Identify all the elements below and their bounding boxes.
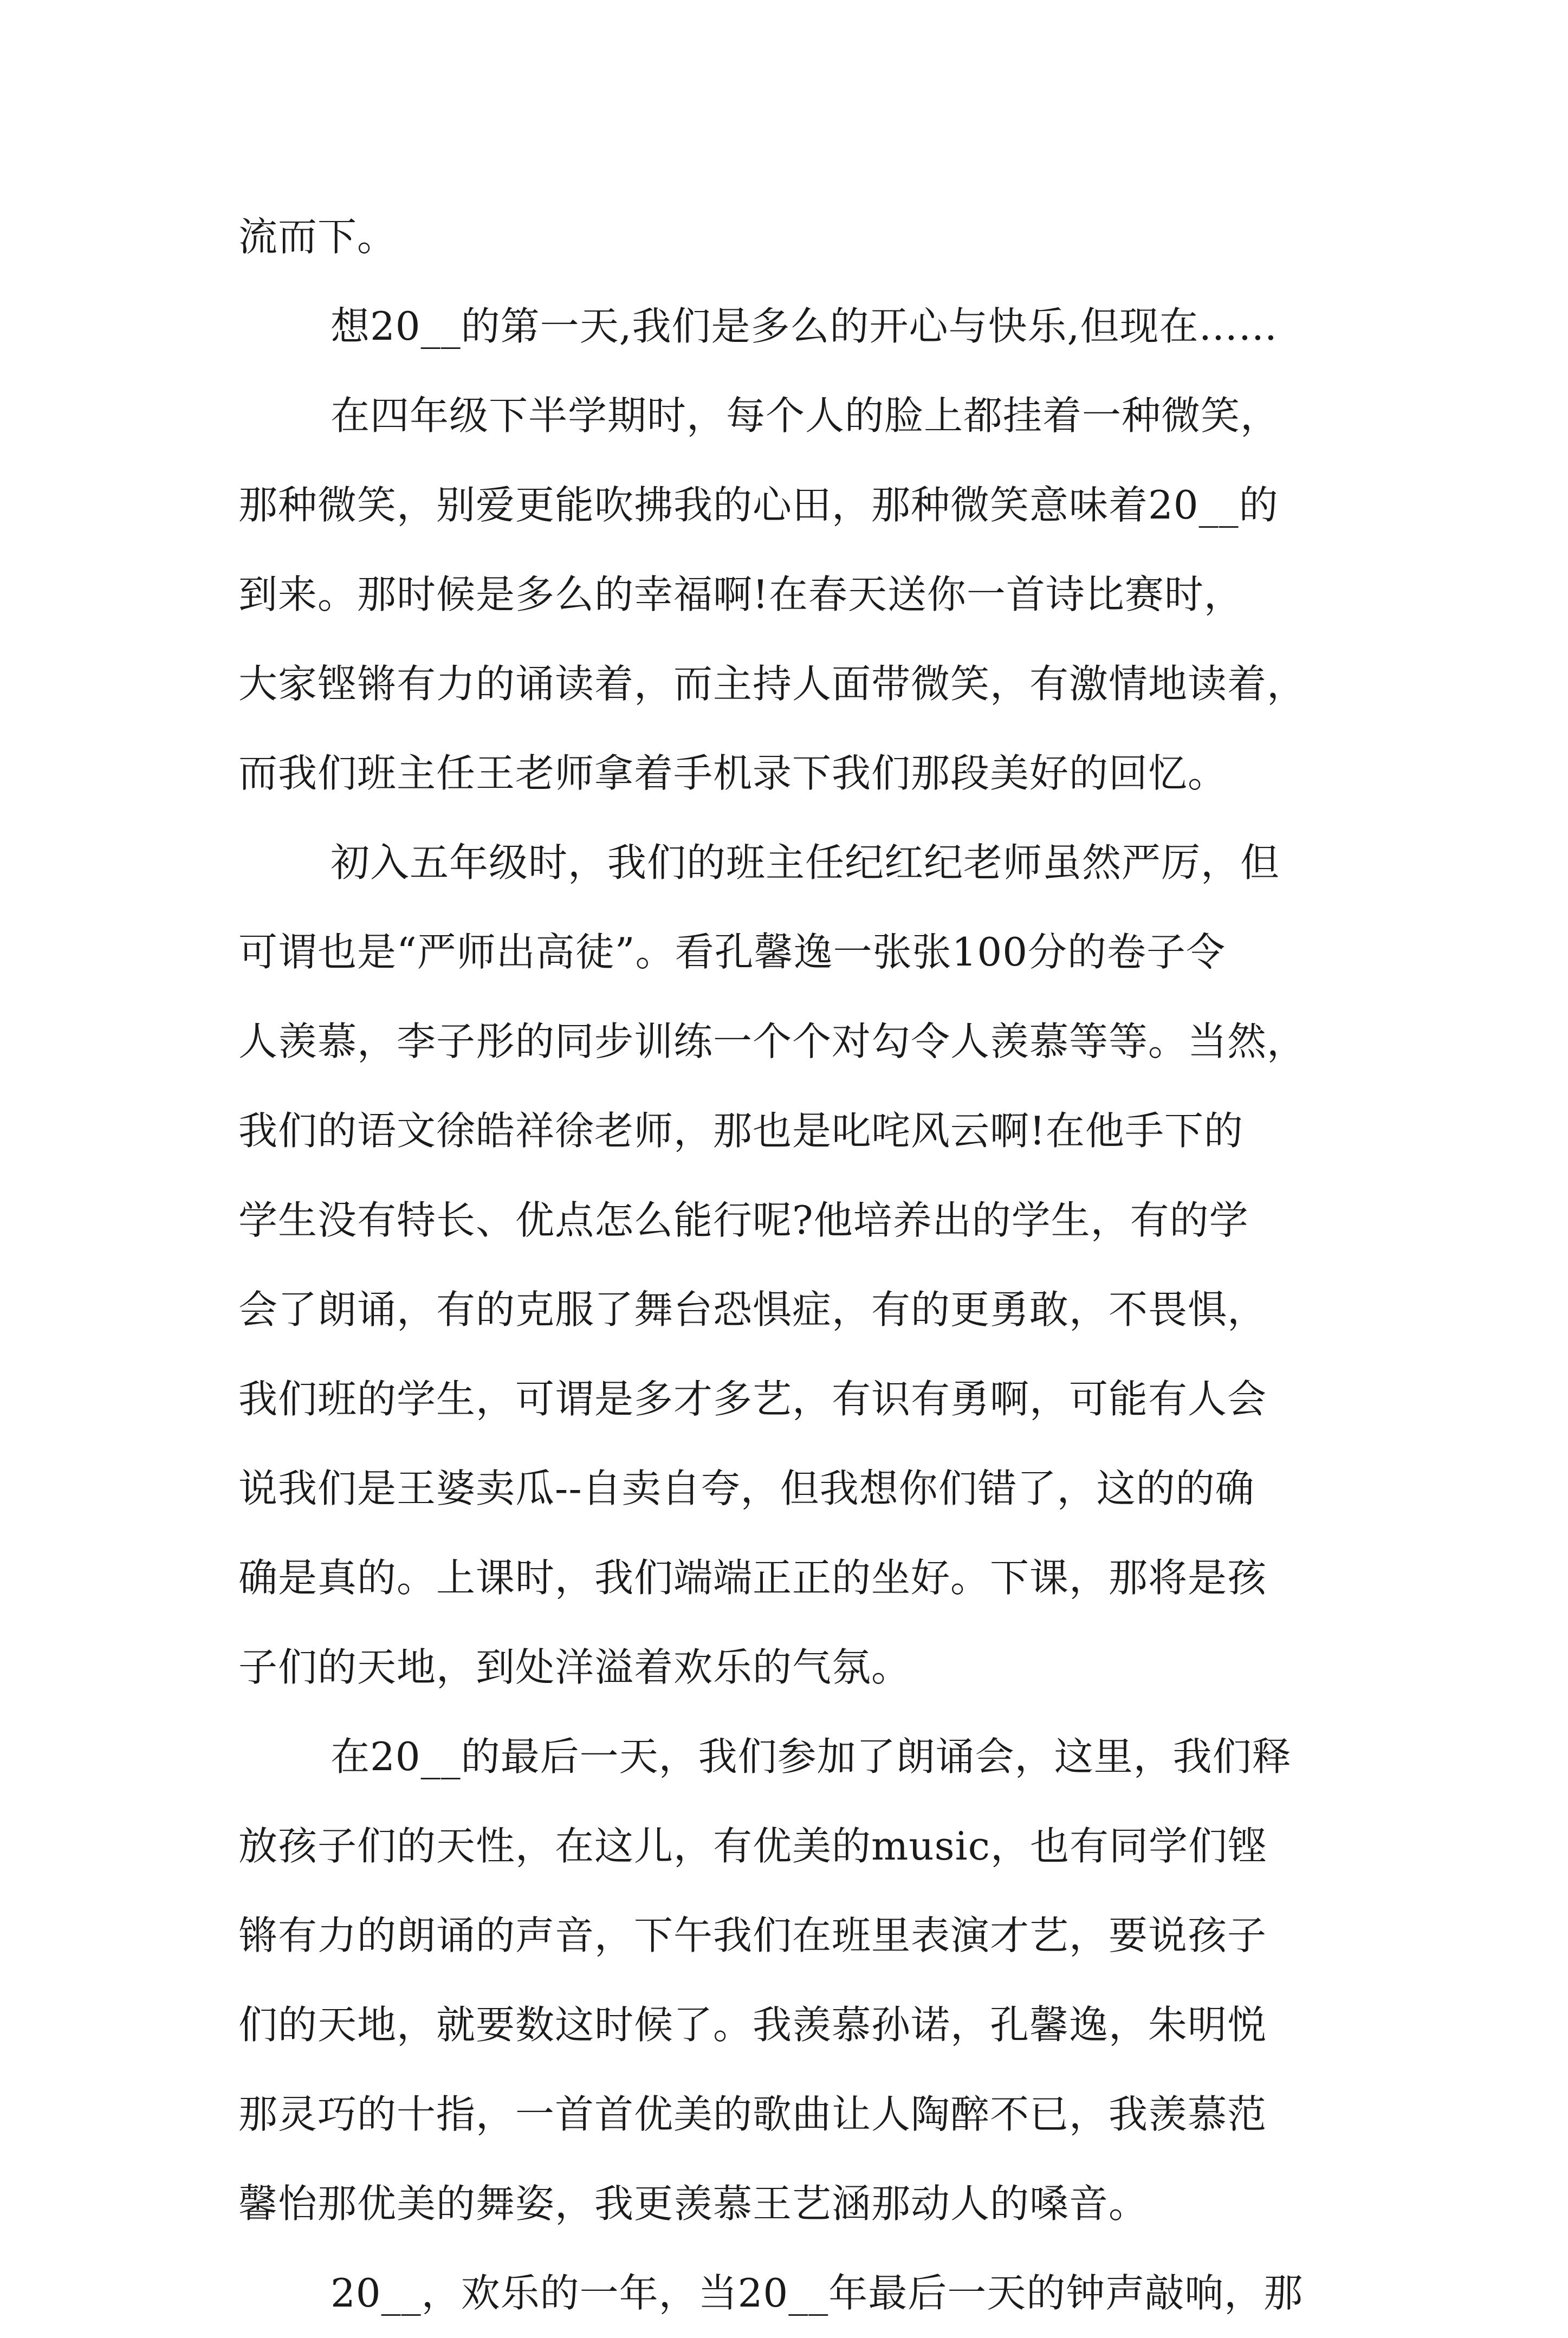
text-line: 20__，欢乐的一年，当20__年最后一天的钟声敲响，那 xyxy=(331,2270,1304,2316)
text-line: 们的天地，就要数这时候了。我羡慕孙诺，孔馨逸，朱明悦 xyxy=(238,2002,1267,2048)
text-line: 那种微笑，别爱更能吹拂我的心田，那种微笑意味着20__的 xyxy=(238,482,1279,528)
text-line: 馨怡那优美的舞姿，我更羡慕王艺涵那动人的嗓音。 xyxy=(238,2181,1149,2226)
text-line: 在四年级下半学期时，每个人的脸上都挂着一种微笑， xyxy=(331,393,1280,438)
text-line: 到来。那时候是多么的幸福啊!在春天送你一首诗比赛时， xyxy=(238,572,1243,617)
text-line: 人羡慕，李子彤的同步训练一个个对勾令人羡慕等等。当然， xyxy=(238,1019,1307,1064)
text-line: 子们的天地，到处洋溢着欢乐的气氛。 xyxy=(238,1644,911,1690)
text-line: 我们的语文徐皓祥徐老师，那也是叱咤风云啊!在他手下的 xyxy=(238,1108,1243,1154)
text-line: 锵有力的朗诵的声音，下午我们在班里表演才艺，要说孩子 xyxy=(238,1913,1267,1958)
text-line: 流而下。 xyxy=(238,214,397,260)
text-line: 而我们班主任王老师拿着手机录下我们那段美好的回忆。 xyxy=(238,750,1228,796)
text-line: 那灵巧的十指，一首首优美的歌曲让人陶醉不已，我羡慕范 xyxy=(238,2091,1267,2137)
text-line: 在20__的最后一天，我们参加了朗诵会，这里，我们释 xyxy=(331,1734,1292,1779)
text-line: 确是真的。上课时，我们端端正正的坐好。下课，那将是孩 xyxy=(238,1555,1267,1601)
text-line: 我们班的学生，可谓是多才多艺，有识有勇啊，可能有人会 xyxy=(238,1376,1267,1422)
text-line: 学生没有特长、优点怎么能行呢?他培养出的学生，有的学 xyxy=(238,1197,1249,1243)
text-line: 大家铿锵有力的诵读着，而主持人面带微笑，有激情地读着， xyxy=(238,661,1307,707)
text-line: 可谓也是“严师出高徒”。看孔馨逸一张张100分的卷子令 xyxy=(238,929,1226,975)
text-line: 初入五年级时，我们的班主任纪红纪老师虽然严厉，但 xyxy=(331,840,1280,885)
text-line: 会了朗诵，有的克服了舞台恐惧症，有的更勇敢，不畏惧， xyxy=(238,1287,1267,1332)
text-line: 说我们是王婆卖瓜--自卖自夸，但我想你们错了，这的的确 xyxy=(238,1466,1255,1511)
text-line: 想20__的第一天,我们是多么的开心与快乐,但现在…… xyxy=(331,303,1278,349)
text-line: 放孩子们的天性，在这儿，有优美的music，也有同学们铿 xyxy=(238,1823,1267,1869)
document-body xyxy=(238,192,1338,2338)
